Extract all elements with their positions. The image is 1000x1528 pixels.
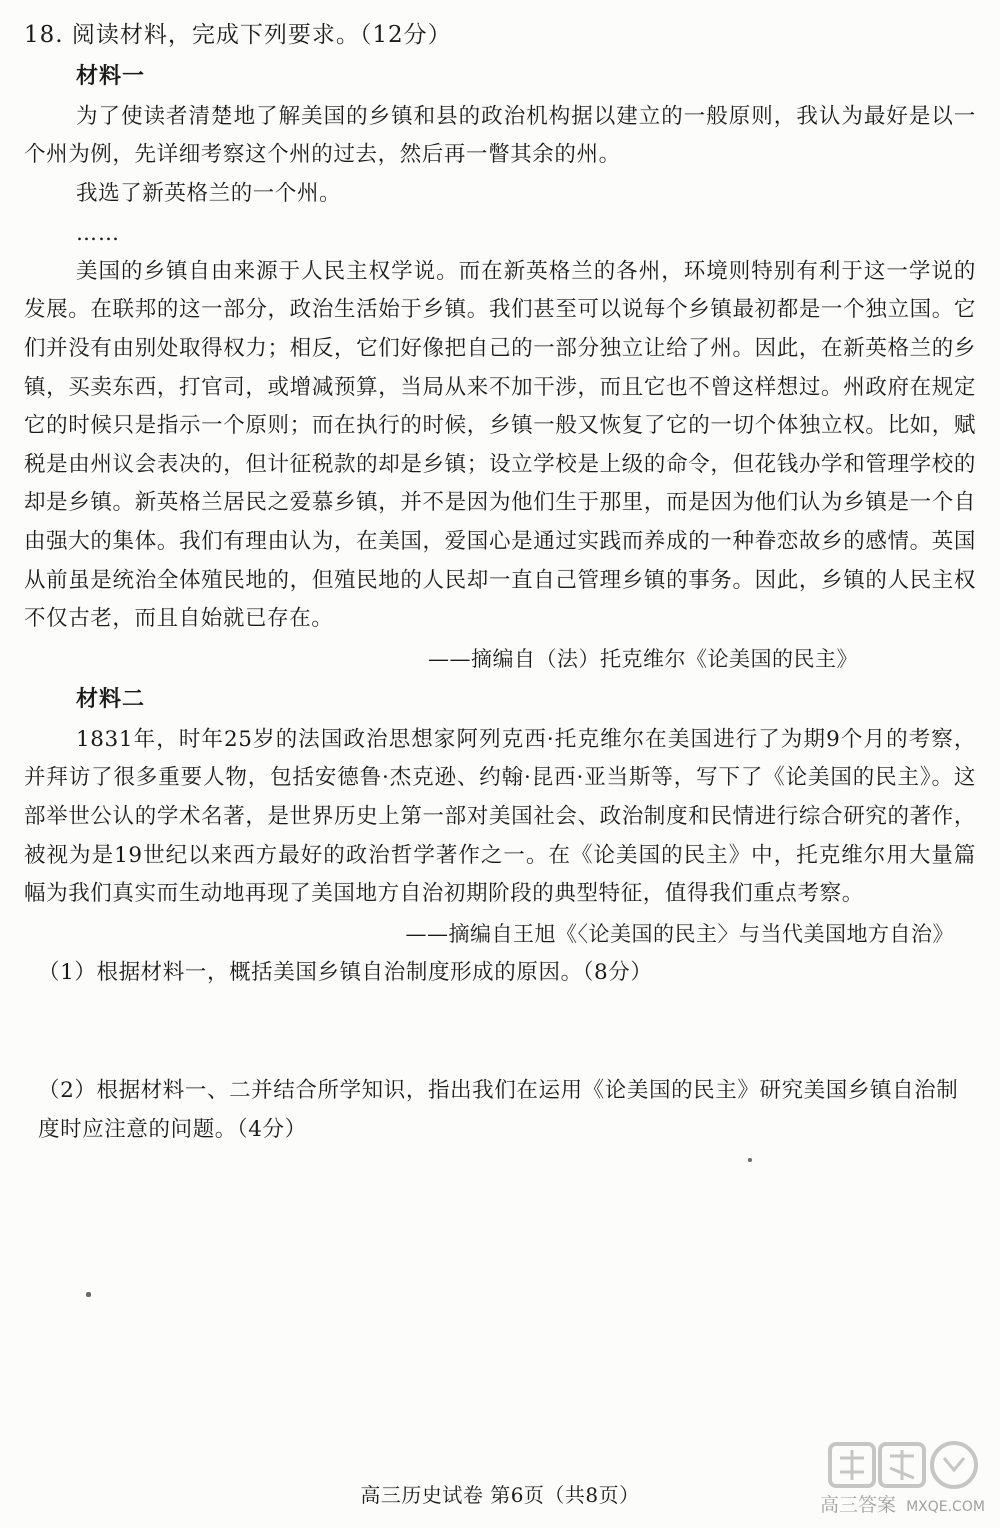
watermark-text: 高三答案 MXQE.COM — [820, 1494, 985, 1516]
material-2-label: 材料二 — [76, 686, 146, 712]
answer-space-1[interactable] — [24, 992, 976, 1072]
scan-speck — [86, 1292, 91, 1297]
question-title: 18. 阅读材料，完成下列要求。（12分） — [24, 22, 452, 48]
scan-speck — [748, 1158, 752, 1162]
material-1-intro: 为了使读者清楚地了解美国的乡镇和县的政治机构据以建立的一般原则，我认为最好是以一个州为例，先详细考察这个州的过去，然后再一瞥其余的州。 — [24, 104, 976, 168]
material-2-source: ——摘编自王旭《〈论美国的民主〉与当代美国地方自治》 — [405, 921, 954, 946]
material-1-label: 材料一 — [76, 64, 146, 89]
material-2-body: 1831年，时年25岁的法国政治思想家阿列克西·托克维尔在美国进行了为期9个月的考察，并拜访了很多重要人物，包括安德鲁·杰克逊、约翰·昆西·亚当斯等，写下了《论美国的民主》。这部举世公认的学术名著，是世界历史上第一部对美国社会、政治制度和民情进行综合研究的著作，被视为是19世纪以来西方最好的政治哲学著作之一。在《论美国的民主》中，托克维尔用大量篇幅为我们真实而生动地再现了美国地方自治初期阶段的典型特征，值得我们重点考察。 — [24, 726, 976, 907]
subquestion-2: （2）根据材料一、二并结合所学知识，指出我们在运用《论美国的民主》研究美国乡镇自治制度时应注意的问题。（4分） — [38, 1078, 959, 1142]
material-1-chosen-state: 我选了新英格兰的一个州。 — [76, 180, 342, 206]
subquestion-1: （1）根据材料一，概括美国乡镇自治制度形成的原因。（8分） — [38, 959, 653, 985]
material-1-body: 美国的乡镇自由来源于人民主权学说。而在新英格兰的各州，环境则特别有利于这一学说的发展。在联邦的这一部分，政治生活始于乡镇。我们甚至可以说每个乡镇最初都是一个独立国。它们并没有由别处取得权力；相反，它们好像把自己的一部分独立让给了州。因此，在新英格兰的乡镇，买卖东西，打官司，或增减预算，当局从来不加干涉，而且它也不曾这样想过。州政府在规定它的时候只是指示一个原则；而在执行的时候，乡镇一般又恢复了它的一切个体独立权。比如，赋税是由州议会表决的，但计征税款的却是乡镇；设立学校是上级的命令，但花钱办学和管理学校的却是乡镇。新英格兰居民之爱慕乡镇，并不是因为他们生于那里，而是因为他们认为乡镇是一个自由强大的集体。我们有理由认为，在美国，爱国心是通过实践而养成的一种眷恋故乡的感情。英国从前虽是统治全体殖民地的，但殖民地的人民却一直自己管理乡镇的事务。因此，乡镇的人民主权不仅古老，而且自始就已存在。 — [24, 258, 976, 632]
page-footer: 高三历史试卷 第6页（共8页） — [360, 1483, 640, 1507]
material-1-source: ——摘编自（法）托克维尔《论美国的民主》 — [428, 646, 858, 671]
question-18 — [24, 14, 976, 1149]
material-1-ellipsis: …… — [76, 220, 120, 245]
